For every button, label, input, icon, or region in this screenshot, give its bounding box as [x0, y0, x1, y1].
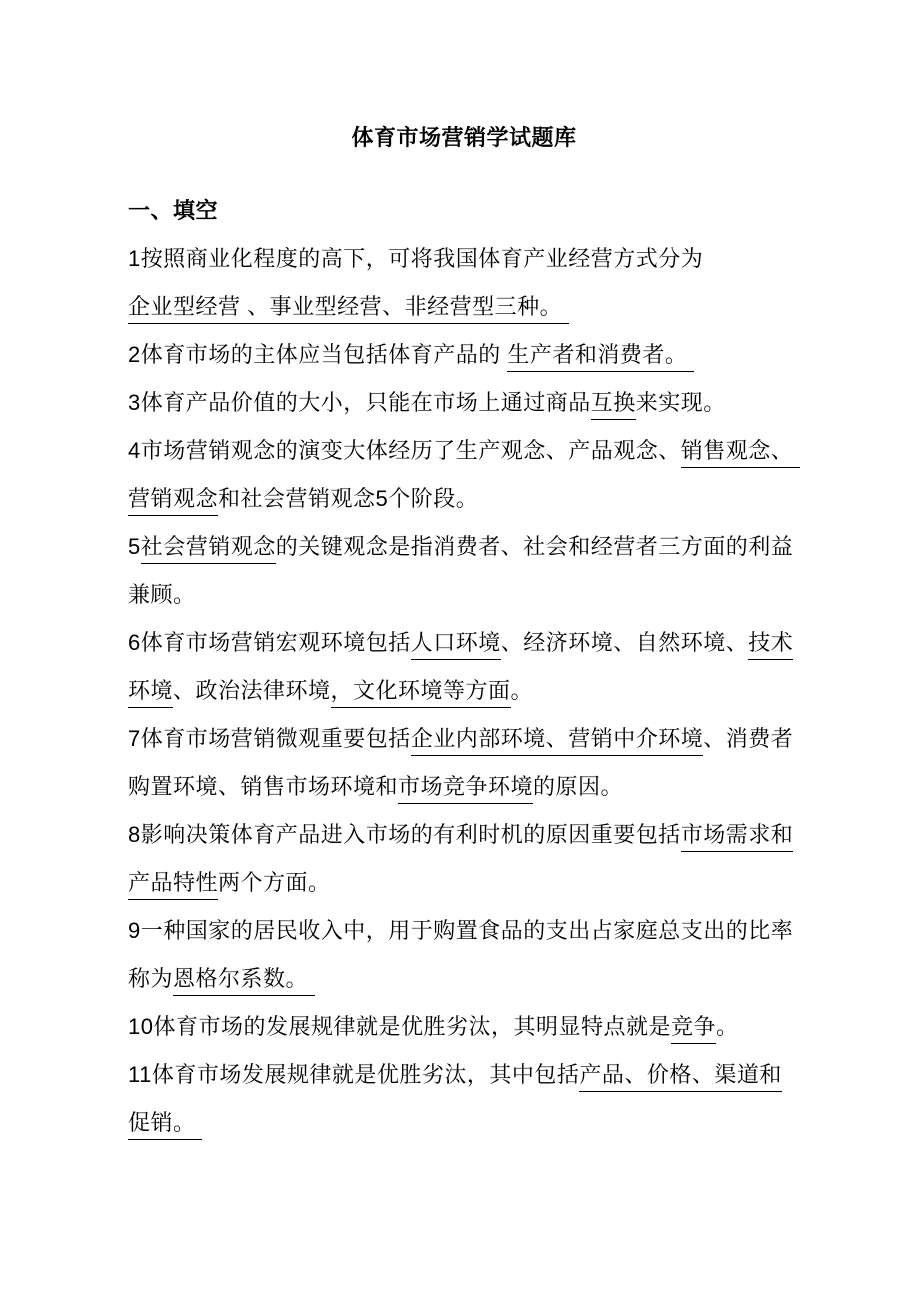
- document-body: [128, 235, 800, 1147]
- answer-blank: 产品特性: [128, 870, 218, 900]
- text-line: [128, 523, 800, 571]
- text-line: [128, 1003, 800, 1051]
- text-line: [128, 859, 800, 907]
- text-segment: 。: [716, 1014, 739, 1039]
- text-segment: 10体育市场的发展规律就是优胜劣汰，其明显特点就是: [128, 1014, 671, 1039]
- text-line: [128, 763, 800, 811]
- document-title: 体育市场营销学试题库: [351, 125, 577, 150]
- answer-blank: 企业型经营 、事业型经营、非经营型三种。: [128, 294, 569, 324]
- answer-blank: 环境: [128, 678, 173, 708]
- text-segment: 来实现。: [635, 390, 726, 415]
- text-segment: 的原因。: [533, 774, 624, 799]
- answer-blank: 市场竞争环境: [398, 774, 533, 804]
- answer-blank: 恩格尔系数。: [173, 966, 315, 996]
- text-segment: 9一种国家的居民收入中，用于购置食品的支出占家庭总支出的比率: [128, 918, 794, 943]
- text-segment: 兼顾。: [128, 582, 196, 607]
- text-segment: 购置环境、销售市场环境和: [128, 774, 399, 799]
- text-segment: 。: [510, 678, 534, 703]
- text-line: [128, 427, 800, 475]
- text-segment: 、经济环境、自然环境、: [500, 630, 749, 655]
- text-segment: 2体育市场的主体应当包括体育产品的: [128, 342, 508, 367]
- text-line: [128, 331, 800, 379]
- answer-blank: 企业内部环境、营销中介环境: [411, 726, 704, 756]
- text-segment: 8影响决策体育产品进入市场的有利时机的原因重要包括: [128, 822, 681, 847]
- text-segment: 的关键观念是指消费者、社会和经营者三方面的利益: [275, 534, 794, 559]
- text-segment: 称为: [128, 966, 174, 991]
- answer-blank: 市场需求和: [681, 822, 794, 852]
- text-line: [128, 475, 800, 523]
- text-line: [128, 667, 800, 715]
- text-line: [128, 715, 800, 763]
- answer-blank: ，文化环境等方面: [331, 678, 511, 708]
- answer-blank: 技术: [748, 630, 793, 660]
- text-segment: 5: [128, 534, 141, 559]
- answer-blank: 销售观念、: [681, 438, 800, 468]
- title-spacer: [128, 162, 800, 187]
- answer-blank: 互换: [591, 390, 636, 420]
- text-segment: 、政治法律环境: [173, 678, 331, 703]
- text-line: [128, 811, 800, 859]
- text-line: [128, 955, 800, 1003]
- text-line: [128, 235, 800, 283]
- text-line: [128, 379, 800, 427]
- text-segment: 11体育市场发展规律就是优胜劣汰，其中包括: [128, 1062, 580, 1087]
- text-segment: 1按照商业化程度的高下，可将我国体育产业经营方式分为: [128, 246, 704, 271]
- text-segment: 、消费者: [703, 726, 794, 751]
- section-heading-fill-in-blanks: 一、填空: [128, 198, 219, 223]
- text-segment: 7体育市场营销微观重要包括: [128, 726, 411, 751]
- answer-blank: 竞争: [671, 1014, 716, 1044]
- answer-blank: 生产者和消费者。: [507, 342, 694, 372]
- text-segment: 6体育市场营销宏观环境包括: [128, 630, 411, 655]
- answer-blank: 营销观念: [128, 486, 218, 516]
- text-segment: 两个方面。: [218, 870, 331, 895]
- text-segment: 4市场营销观念的演变大体经历了生产观念、产品观念、: [128, 438, 681, 463]
- answer-blank: 人口环境: [411, 630, 501, 660]
- answer-blank: 促销。: [128, 1110, 202, 1140]
- text-segment: 3体育产品价值的大小，只能在市场上通过商品: [128, 390, 591, 415]
- answer-blank: 社会营销观念: [141, 534, 276, 564]
- text-line: [128, 1051, 800, 1099]
- text-line: [128, 571, 800, 619]
- text-line: [128, 907, 800, 955]
- text-line: [128, 283, 800, 331]
- text-line: [128, 619, 800, 667]
- answer-blank: 产品、价格、渠道和: [579, 1062, 782, 1092]
- text-line: [128, 1099, 800, 1147]
- text-segment: 和社会营销观念5个阶段。: [218, 486, 479, 511]
